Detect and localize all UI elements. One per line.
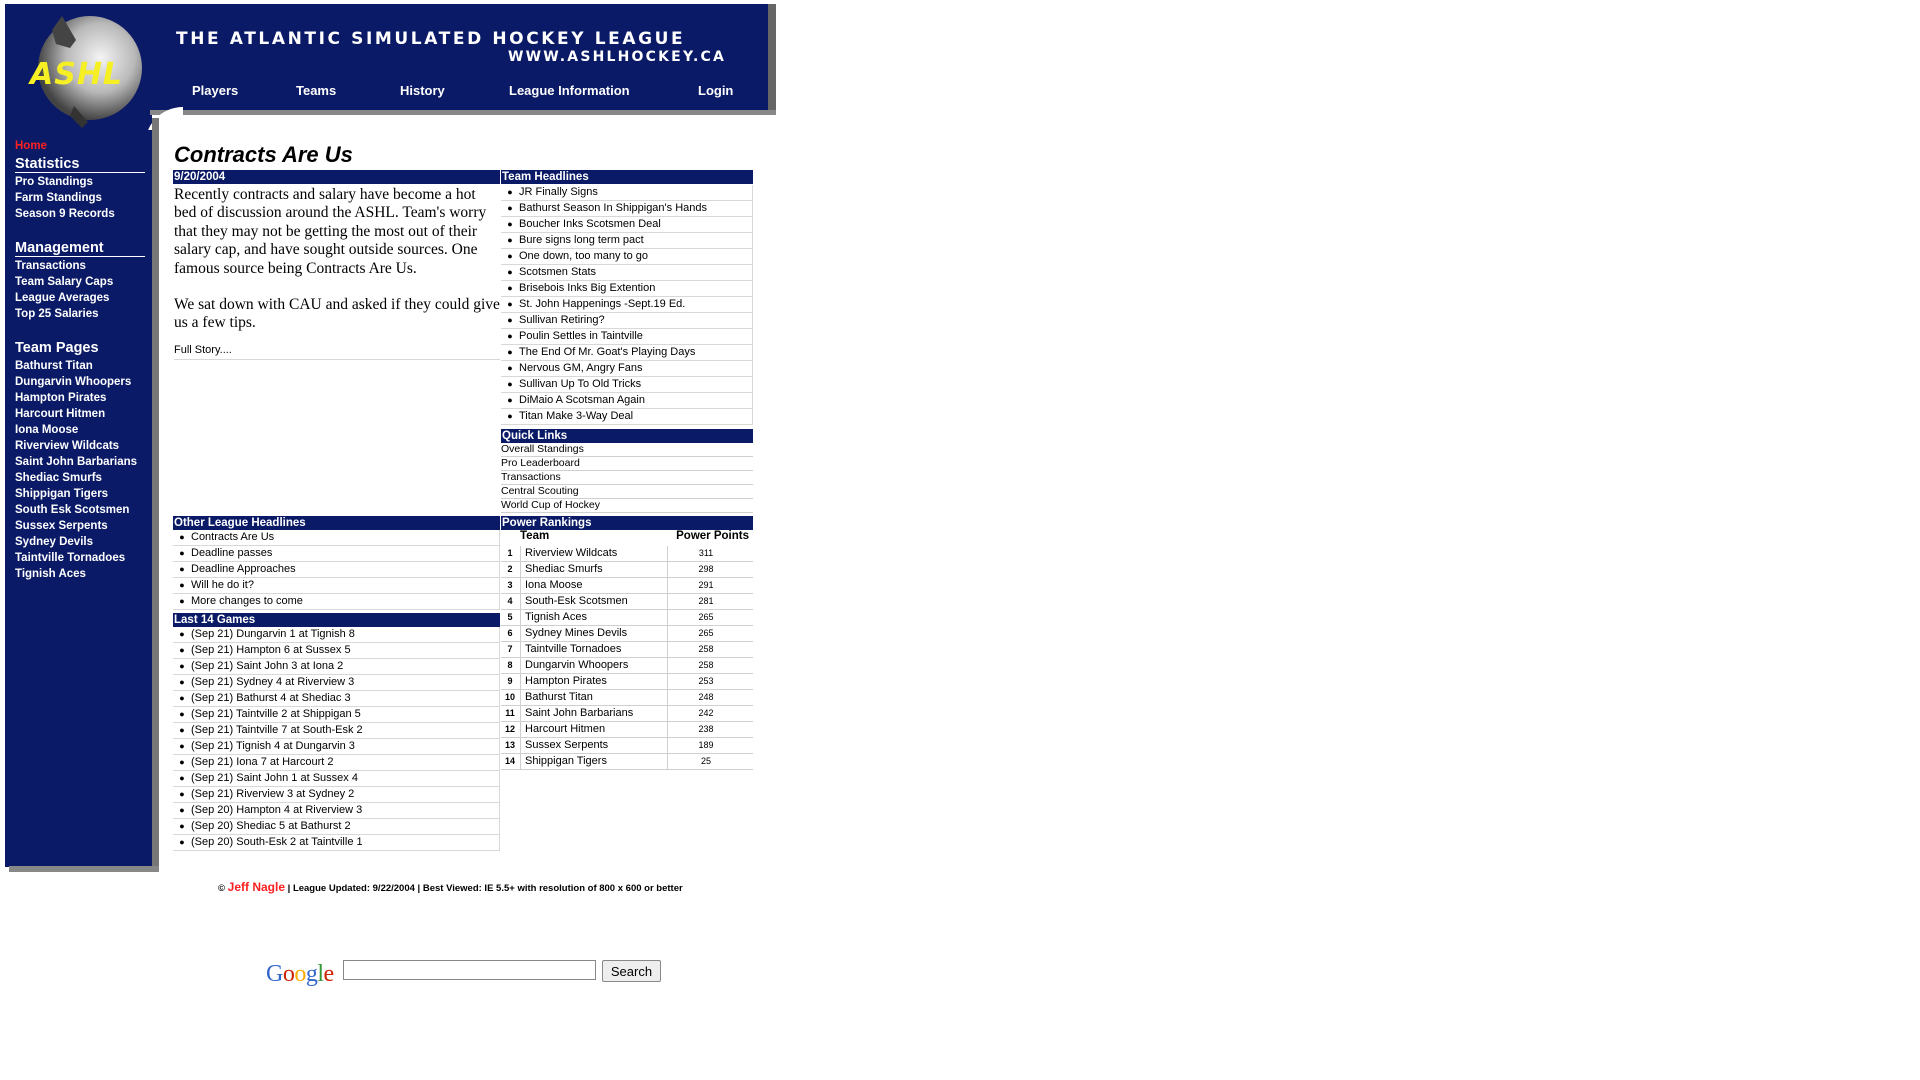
points-cell: 291 xyxy=(698,580,714,590)
sidebar-heading-statistics: Statistics xyxy=(15,156,145,173)
column-header-team: Team xyxy=(520,530,550,542)
points-cell: 298 xyxy=(698,564,714,574)
list-item-label: DiMaio A Scotsman Again xyxy=(519,394,645,406)
sidebar-item-team[interactable]: Dungarvin Whoopers xyxy=(15,376,132,388)
sidebar-item-top-25-salaries[interactable]: Top 25 Salaries xyxy=(15,308,99,320)
nav-history[interactable]: History xyxy=(400,83,445,98)
list-item-label: (Sep 21) Saint John 3 at Iona 2 xyxy=(191,660,344,672)
list-item[interactable] xyxy=(173,675,500,691)
points-cell: 25 xyxy=(700,756,711,766)
nav-league-information[interactable]: League Information xyxy=(509,83,630,98)
points-cell: 248 xyxy=(698,692,714,702)
bullet-icon: ● xyxy=(179,725,185,735)
sidebar-item-pro-standings[interactable]: Pro Standings xyxy=(15,176,93,188)
list-item-label: (Sep 21) Taintville 7 at South-Esk 2 xyxy=(191,724,363,736)
rank-cell: 1 xyxy=(507,548,513,558)
list-item[interactable] xyxy=(173,771,500,787)
list-item[interactable] xyxy=(501,313,753,329)
table-row xyxy=(501,626,753,642)
list-item-label: Nervous GM, Angry Fans xyxy=(519,362,643,374)
bullet-icon: ● xyxy=(179,629,185,639)
list-item[interactable] xyxy=(501,329,753,345)
sidebar-item-team[interactable]: Harcourt Hitmen xyxy=(15,408,106,420)
quick-link[interactable]: World Cup of Hockey xyxy=(501,499,753,513)
bullet-icon: ● xyxy=(507,251,513,261)
last-games-header: Last 14 Games xyxy=(173,613,500,627)
list-item-label: (Sep 21) Sydney 4 at Riverview 3 xyxy=(191,676,355,688)
story-body xyxy=(174,186,500,351)
sidebar-item-team-salary-caps[interactable]: Team Salary Caps xyxy=(15,276,114,288)
bullet-icon: ● xyxy=(507,299,513,309)
list-item-label: (Sep 20) Hampton 4 at Riverview 3 xyxy=(191,804,363,816)
list-item-label: More changes to come xyxy=(191,595,303,607)
list-item-label: Deadline passes xyxy=(191,547,273,559)
sidebar-item-team[interactable]: Shediac Smurfs xyxy=(15,472,102,484)
bullet-icon: ● xyxy=(507,267,513,277)
sidebar-item-team[interactable]: Iona Moose xyxy=(15,424,79,436)
list-item[interactable] xyxy=(501,185,753,201)
points-cell: 238 xyxy=(698,724,714,734)
bullet-icon: ● xyxy=(179,693,185,703)
team-cell[interactable]: Saint John Barbarians xyxy=(525,707,634,719)
list-item-label: (Sep 21) Riverview 3 at Sydney 2 xyxy=(191,788,355,800)
rank-cell: 12 xyxy=(504,724,515,734)
list-item[interactable] xyxy=(501,377,753,393)
footer-info: | League Updated: 9/22/2004 | Best Viewed: IE 5.5+ with resolution of 800 x 600 or better xyxy=(287,883,683,894)
sidebar-home-link[interactable]: Home xyxy=(15,140,47,152)
rank-cell: 9 xyxy=(507,676,513,686)
quick-link[interactable]: Overall Standings xyxy=(501,443,753,457)
list-item-label: St. John Happenings -Sept.19 Ed. xyxy=(519,298,686,310)
list-item[interactable] xyxy=(501,265,753,281)
list-item[interactable] xyxy=(173,787,500,803)
rank-cell: 13 xyxy=(504,740,515,750)
table-row xyxy=(501,658,753,674)
list-item-label: (Sep 21) Tignish 4 at Dungarvin 3 xyxy=(191,740,355,752)
sidebar-item-team[interactable]: South Esk Scotsmen xyxy=(15,504,130,516)
rank-cell: 2 xyxy=(507,564,513,574)
team-cell[interactable]: Harcourt Hitmen xyxy=(525,723,606,735)
points-cell: 265 xyxy=(698,628,714,638)
list-item-label: The End Of Mr. Goat's Playing Days xyxy=(519,346,696,358)
bullet-icon: ● xyxy=(507,347,513,357)
list-item[interactable] xyxy=(501,201,753,217)
list-item-label: Contracts Are Us xyxy=(191,531,275,543)
full-story-link[interactable]: Full Story.... xyxy=(174,344,500,360)
story-date: 9/20/2004 xyxy=(173,170,500,184)
column-header-power-points: Power Points xyxy=(676,530,749,542)
bullet-icon: ● xyxy=(179,548,185,558)
list-item-label: (Sep 21) Iona 7 at Harcourt 2 xyxy=(191,756,334,768)
power-rankings-column-headers xyxy=(501,530,753,545)
quick-link[interactable]: Transactions xyxy=(501,471,753,485)
list-item-label: Bure signs long term pact xyxy=(519,234,644,246)
list-item[interactable] xyxy=(173,723,500,739)
list-item-label: Brisebois Inks Big Extention xyxy=(519,282,656,294)
table-row xyxy=(501,722,753,738)
bullet-icon: ● xyxy=(507,219,513,229)
bullet-icon: ● xyxy=(507,235,513,245)
copyright-symbol: © xyxy=(218,883,225,894)
table-row xyxy=(501,610,753,626)
bullet-icon: ● xyxy=(179,773,185,783)
site-url: WWW.ASHLHOCKEY.CA xyxy=(507,49,726,65)
rank-cell: 6 xyxy=(507,628,513,638)
bullet-icon: ● xyxy=(179,532,185,542)
list-item[interactable] xyxy=(501,297,753,313)
list-item-label: Titan Make 3-Way Deal xyxy=(519,410,634,422)
list-item-label: JR Finally Signs xyxy=(519,186,598,198)
sidebar-heading-management: Management xyxy=(15,240,145,257)
list-item-label: (Sep 21) Bathurst 4 at Shediac 3 xyxy=(191,692,351,704)
list-item-label: One down, too many to go xyxy=(519,250,649,262)
rank-cell: 3 xyxy=(507,580,513,590)
sidebar-item-team[interactable]: Shippigan Tigers xyxy=(15,488,109,500)
search-input[interactable] xyxy=(343,960,596,980)
list-item-label: (Sep 21) Taintville 2 at Shippigan 5 xyxy=(191,708,361,720)
author-link[interactable]: Jeff Nagle xyxy=(227,880,285,894)
bullet-icon: ● xyxy=(507,395,513,405)
team-cell[interactable]: Hampton Pirates xyxy=(525,675,607,687)
rank-cell: 7 xyxy=(507,644,513,654)
footer xyxy=(218,880,683,894)
nav-login[interactable]: Login xyxy=(698,83,734,98)
points-cell: 189 xyxy=(698,740,714,750)
table-row xyxy=(501,738,753,754)
bullet-icon: ● xyxy=(179,741,185,751)
team-cell[interactable]: Riverview Wildcats xyxy=(525,547,618,559)
list-item[interactable] xyxy=(173,755,500,771)
sidebar-item-team[interactable]: Saint John Barbarians xyxy=(15,456,138,468)
sidebar-item-league-averages[interactable]: League Averages xyxy=(15,292,110,304)
list-item[interactable] xyxy=(173,578,500,594)
list-item-label: (Sep 20) South-Esk 2 at Taintville 1 xyxy=(191,836,363,848)
story-paragraph: Recently contracts and salary have become a hot bed of discussion around the ASHL. Team's worry that they may not be getting the most out of their salary cap, and have sought outside sources. One famous source being Contracts Are Us. xyxy=(174,186,487,277)
list-item[interactable] xyxy=(173,562,500,578)
bullet-icon: ● xyxy=(179,677,185,687)
list-item[interactable] xyxy=(173,546,500,562)
sidebar-heading-team-pages: Team Pages xyxy=(15,340,99,356)
bullet-icon: ● xyxy=(507,315,513,325)
bullet-icon: ● xyxy=(179,596,185,606)
other-headlines-header: Other League Headlines xyxy=(173,516,500,530)
list-item[interactable] xyxy=(173,659,500,675)
list-item[interactable] xyxy=(501,409,753,425)
list-item[interactable] xyxy=(501,249,753,265)
list-item[interactable] xyxy=(173,691,500,707)
bullet-icon: ● xyxy=(179,580,185,590)
nav-players[interactable]: Players xyxy=(192,83,239,98)
nav-teams[interactable]: Teams xyxy=(296,83,337,98)
bullet-icon: ● xyxy=(507,379,513,389)
list-item[interactable] xyxy=(173,739,500,755)
team-cell[interactable]: South-Esk Scotsmen xyxy=(525,595,628,607)
points-cell: 242 xyxy=(698,708,714,718)
table-row xyxy=(501,594,753,610)
team-headlines-header: Team Headlines xyxy=(501,170,753,184)
team-cell[interactable]: Taintville Tornadoes xyxy=(525,643,622,655)
points-cell: 265 xyxy=(698,612,714,622)
logo-wordmark: ASHL xyxy=(30,57,124,92)
table-row xyxy=(501,642,753,658)
list-item[interactable] xyxy=(501,393,753,409)
list-item-label: (Sep 20) Shediac 5 at Bathurst 2 xyxy=(191,820,351,832)
sidebar-item-team[interactable]: Bathurst Titan xyxy=(15,360,93,372)
list-item[interactable] xyxy=(173,627,500,643)
ashl-logo[interactable] xyxy=(12,10,148,128)
quick-link[interactable]: Central Scouting xyxy=(501,485,753,499)
google-logo-text: Google xyxy=(266,961,334,987)
list-item-label: Boucher Inks Scotsmen Deal xyxy=(519,218,661,230)
table-row xyxy=(501,690,753,706)
team-cell[interactable]: Iona Moose xyxy=(525,579,583,591)
rank-cell: 4 xyxy=(507,596,513,606)
sidebar-item-team[interactable]: Sydney Devils xyxy=(15,536,93,548)
page-title: Contracts Are Us xyxy=(174,142,353,167)
list-item-label: (Sep 21) Saint John 1 at Sussex 4 xyxy=(191,772,358,784)
bullet-icon: ● xyxy=(507,363,513,373)
quick-link[interactable]: Pro Leaderboard xyxy=(501,457,753,471)
points-cell: 281 xyxy=(698,596,714,606)
list-item[interactable] xyxy=(173,530,500,546)
points-cell: 253 xyxy=(698,676,714,686)
bullet-icon: ● xyxy=(179,821,185,831)
sidebar-item-team[interactable]: Sussex Serpents xyxy=(15,520,108,532)
sidebar-item-season-records[interactable]: Season 9 Records xyxy=(15,208,115,220)
table-row xyxy=(501,578,753,594)
bullet-icon: ● xyxy=(179,645,185,655)
bullet-icon: ● xyxy=(507,411,513,421)
sidebar-item-transactions[interactable]: Transactions xyxy=(15,260,86,272)
bullet-icon: ● xyxy=(507,283,513,293)
team-cell[interactable]: Dungarvin Whoopers xyxy=(525,659,629,671)
list-item-label: Will he do it? xyxy=(191,579,254,591)
bullet-icon: ● xyxy=(507,331,513,341)
sidebar-item-farm-standings[interactable]: Farm Standings xyxy=(15,192,102,204)
list-item[interactable] xyxy=(173,803,500,819)
table-row xyxy=(501,706,753,722)
rank-cell: 14 xyxy=(504,756,515,766)
list-item-label: Scotsmen Stats xyxy=(519,266,597,278)
list-item[interactable] xyxy=(501,345,753,361)
table-row xyxy=(501,674,753,690)
team-cell[interactable]: Sydney Mines Devils xyxy=(525,627,628,639)
bullet-icon: ● xyxy=(179,709,185,719)
search-button[interactable]: Search xyxy=(602,960,661,982)
list-item[interactable] xyxy=(173,707,500,723)
list-item[interactable] xyxy=(501,233,753,249)
list-item-label: (Sep 21) Hampton 6 at Sussex 5 xyxy=(191,644,351,656)
list-item[interactable] xyxy=(501,281,753,297)
list-item-label: (Sep 21) Dungarvin 1 at Tignish 8 xyxy=(191,628,355,640)
google-logo xyxy=(266,961,334,988)
bullet-icon: ● xyxy=(179,805,185,815)
sidebar-item-team[interactable]: Taintville Tornadoes xyxy=(15,552,126,564)
team-cell[interactable]: Tignish Aces xyxy=(525,611,587,623)
team-cell[interactable]: Bathurst Titan xyxy=(525,691,593,703)
story-paragraph: We sat down with CAU and asked if they could give us a few tips. xyxy=(174,296,500,332)
table-row xyxy=(501,546,753,562)
top-nav xyxy=(150,83,768,103)
sidebar-item-team[interactable]: Riverview Wildcats xyxy=(15,440,120,452)
rank-cell: 11 xyxy=(505,708,515,718)
team-cell[interactable]: Sussex Serpents xyxy=(525,739,609,751)
list-item-label: Deadline Approaches xyxy=(191,563,296,575)
bullet-icon: ● xyxy=(179,789,185,799)
table-row xyxy=(501,562,753,578)
list-item[interactable] xyxy=(501,217,753,233)
table-row xyxy=(501,754,753,770)
list-item[interactable] xyxy=(173,835,500,851)
list-item-label: Poulin Settles in Taintville xyxy=(519,330,643,342)
team-cell[interactable]: Shippigan Tigers xyxy=(525,755,607,767)
bullet-icon: ● xyxy=(179,564,185,574)
power-rankings-header: Power Rankings xyxy=(501,516,753,530)
bullet-icon: ● xyxy=(507,187,513,197)
points-cell: 311 xyxy=(698,548,714,558)
list-item[interactable] xyxy=(501,361,753,377)
site-header xyxy=(0,0,778,118)
bullet-icon: ● xyxy=(507,203,513,213)
list-item-label: Bathurst Season In Shippigan's Hands xyxy=(519,202,707,214)
bullet-icon: ● xyxy=(179,661,185,671)
points-cell: 258 xyxy=(698,644,714,654)
sidebar-item-team[interactable]: Hampton Pirates xyxy=(15,392,107,404)
points-cell: 258 xyxy=(698,660,714,670)
list-item[interactable] xyxy=(173,643,500,659)
rank-cell: 5 xyxy=(507,612,513,622)
list-item[interactable] xyxy=(173,819,500,835)
team-cell[interactable]: Shediac Smurfs xyxy=(525,563,603,575)
list-item[interactable] xyxy=(173,594,500,610)
bullet-icon: ● xyxy=(179,837,185,847)
rank-cell: 8 xyxy=(507,660,513,670)
list-item-label: Sullivan Up To Old Tricks xyxy=(519,378,642,390)
sidebar-item-team[interactable]: Tignish Aces xyxy=(15,568,86,580)
quick-links-header: Quick Links xyxy=(501,429,753,443)
bullet-icon: ● xyxy=(179,757,185,767)
list-item-label: Sullivan Retiring? xyxy=(519,314,605,326)
site-title: THE ATLANTIC SIMULATED HOCKEY LEAGUE xyxy=(176,29,686,49)
rank-cell: 10 xyxy=(504,692,515,702)
